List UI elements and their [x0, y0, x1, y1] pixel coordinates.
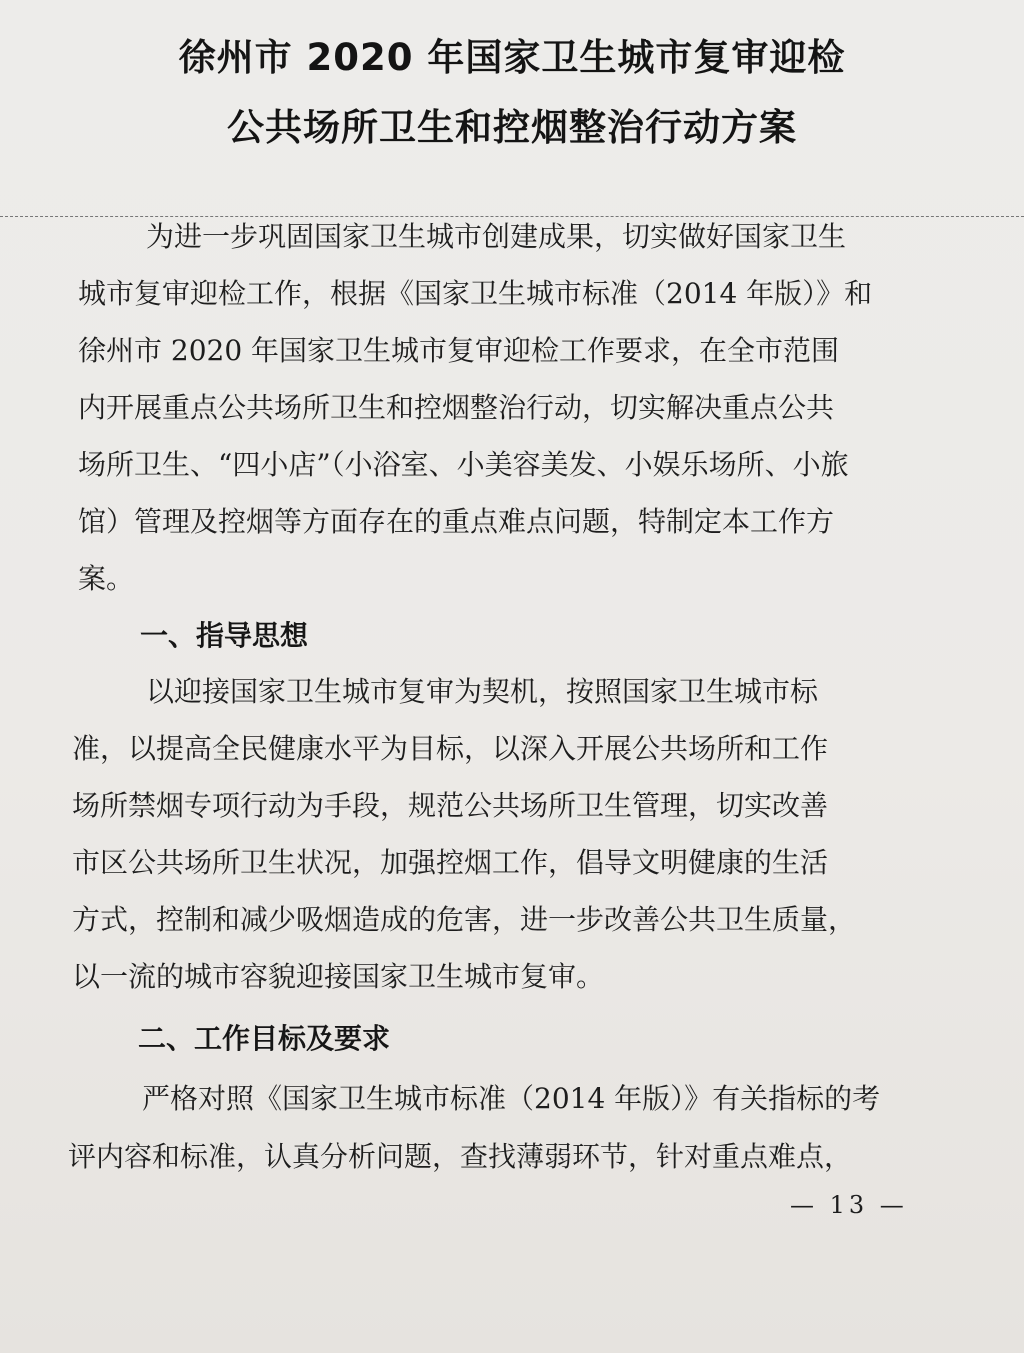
document-title-line-2: 公共场所卫生和控烟整治行动方案 [227, 106, 797, 149]
intro-line-text: 内开展重点公共场所卫生和控烟整治行动，切实解决重点公共 [78, 391, 835, 424]
document-title-line-1: 徐州市 2020 年国家卫生城市复审迎检 [178, 36, 846, 79]
intro-line-text: 城市复审迎检工作，根据《国家卫生城市标准（2014 年版）》和 [78, 277, 873, 310]
intro-line-text: 徐州市 2020 年国家卫生城市复审迎检工作要求，在全市范围 [78, 334, 840, 367]
intro-line [0, 331, 1024, 371]
intro-line [0, 274, 1024, 314]
section-2-line [0, 1079, 1024, 1119]
section-1-heading: 一、指导思想 [140, 619, 309, 652]
section-1-line [0, 900, 1024, 940]
section-1-line-text: 市区公共场所卫生状况，加强控烟工作，倡导文明健康的生活 [72, 846, 829, 879]
section-1-line-text: 以迎接国家卫生城市复审为契机，按照国家卫生城市标 [146, 675, 819, 708]
intro-line [0, 502, 1024, 542]
section-1-line-text: 准，以提高全民健康水平为目标，以深入开展公共场所和工作 [72, 732, 829, 765]
section-1-line [0, 672, 1024, 712]
section-1-line-text: 以一流的城市容貌迎接国家卫生城市复审。 [72, 960, 605, 993]
section-2-line-text: 严格对照《国家卫生城市标准（2014 年版）》有关指标的考 [142, 1082, 881, 1115]
intro-line [0, 559, 1024, 599]
section-1-line [0, 729, 1024, 769]
section-1-line [0, 957, 1024, 997]
section-2-heading: 二、工作目标及要求 [138, 1022, 391, 1055]
page-number: — 13 — [790, 1191, 908, 1219]
intro-line-text: 案。 [78, 562, 135, 595]
intro-line-text: 馆）管理及控烟等方面存在的重点难点问题，特制定本工作方 [78, 505, 835, 538]
section-heading [0, 616, 1024, 656]
intro-line [0, 217, 1024, 257]
section-2-line [0, 1137, 1024, 1177]
section-1-line [0, 843, 1024, 883]
intro-line-text: 为进一步巩固国家卫生城市创建成果，切实做好国家卫生 [146, 220, 847, 253]
section-1-line-text: 方式，控制和减少吸烟造成的危害，进一步改善公共卫生质量， [72, 903, 857, 936]
intro-line [0, 445, 1024, 485]
section-1-line [0, 786, 1024, 826]
section-2-line-text: 评内容和标准，认真分析问题，查找薄弱环节，针对重点难点， [68, 1140, 853, 1173]
section-1-line-text: 场所禁烟专项行动为手段，规范公共场所卫生管理，切实改善 [72, 789, 829, 822]
intro-line [0, 388, 1024, 428]
section-heading [0, 1019, 1024, 1059]
intro-line-text: 场所卫生、“四小店”（小浴室、小美容美发、小娱乐场所、小旅 [78, 448, 849, 481]
